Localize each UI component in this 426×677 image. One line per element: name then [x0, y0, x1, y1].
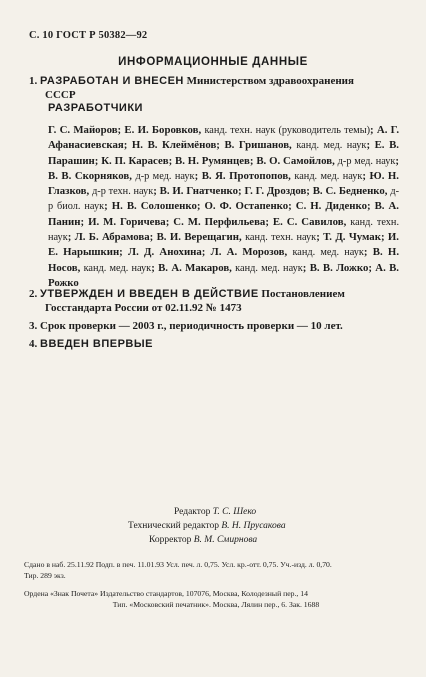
- developer-name: Т. Д. Чумак: [323, 231, 381, 244]
- item-3-number: 3.: [29, 320, 38, 332]
- developer-entry: В. Н. Румянцев;: [175, 154, 257, 167]
- developer-degree: д-р мед. наук: [135, 170, 195, 182]
- developer-entry: В. А. Панин;: [48, 200, 400, 228]
- item-1-number: 1.: [29, 75, 38, 87]
- tech-editor-line: [128, 519, 408, 533]
- developer-entry: И. М. Горичева;: [88, 215, 174, 228]
- tech-editor-name: В. Н. Прусакова: [221, 521, 286, 531]
- item-1-line2: СССР: [45, 89, 76, 101]
- developer-name: Н. В. Клеймёнов: [131, 139, 217, 152]
- developer-entry: Л. А. Морозов, канд. мед. наук;: [210, 246, 373, 259]
- developer-name: В. И. Гнатченко: [159, 185, 239, 198]
- developer-name: В. Я. Протопопов: [201, 169, 289, 182]
- developer-name: В. А. Макаров: [158, 261, 230, 274]
- item-3: [29, 319, 401, 333]
- developer-name: Е. С. Савилов: [272, 215, 344, 228]
- editor-role: Редактор: [174, 507, 211, 517]
- developers-list: [48, 123, 399, 291]
- item-4-caps: ВВЕДЕН ВПЕРВЫЕ: [40, 338, 153, 350]
- item-3-text: Срок проверки — 2003 г., периодичность проверки — 10 лет.: [40, 320, 343, 332]
- editor-name: Т. С. Шеко: [212, 507, 257, 517]
- developer-degree: канд. техн. наук (руководитель темы): [204, 125, 371, 136]
- developer-degree: канд. мед. наук: [83, 262, 152, 274]
- developer-entry: В. Я. Протопопов, канд. мед. наук;: [201, 169, 370, 182]
- item-2-number: 2.: [29, 288, 38, 300]
- tech-editor-role: Технический редактор: [128, 521, 219, 531]
- developer-degree: канд. техн. наук: [48, 216, 400, 244]
- developer-entry: В. В. Ложко;: [309, 261, 376, 274]
- editor-line: [128, 505, 408, 519]
- developer-name: Ю. Н. Глазков: [48, 169, 400, 198]
- item-2-text: Постановлением: [261, 288, 345, 300]
- developer-entry: Ю. Н. Глазков, д-р техн. наук;: [48, 169, 400, 198]
- item-2: [29, 287, 401, 315]
- developer-entry: Г. С. Майоров;: [48, 124, 125, 136]
- developer-entry: А. Г. Афанасиевская;: [48, 124, 400, 152]
- corrector-role: Корректор: [149, 535, 192, 545]
- imprint-line-4: Тип. «Московский печатник». Москва, Лялин пер., 6. Зак. 1688: [112, 599, 320, 609]
- developer-name: В. В. Скорняков: [48, 169, 130, 182]
- editors-block: [128, 505, 408, 547]
- developer-entry: Е. В. Парашин;: [48, 139, 399, 167]
- developer-entry: Л. Д. Анохина;: [128, 246, 211, 259]
- developer-name: В. И. Верещагин: [156, 231, 239, 244]
- developer-name: В. С. Бедненко: [312, 185, 385, 198]
- developer-name: В. О. Самойлов: [256, 154, 333, 167]
- imprint-block: [24, 560, 408, 610]
- developer-degree: канд. мед. наук: [235, 262, 303, 274]
- developer-entry: Е. И. Боровков, канд. техн. наук (руководитель темы);: [124, 124, 377, 136]
- developer-entry: И. Е. Нарышкин;: [48, 231, 400, 259]
- developer-name: Г. С. Майоров: [48, 124, 118, 136]
- developer-name: Е. В. Парашин: [48, 139, 399, 167]
- developer-entry: В. О. Самойлов, д-р мед. наук;: [256, 154, 400, 167]
- developer-name: С. М. Перфильева: [173, 215, 266, 228]
- developer-name: А. В. Рожко: [48, 261, 399, 289]
- imprint-line-3: Ордена «Знак Почета» Издательство стандартов, 107076, Москва, Колодезный пер., 14: [24, 589, 308, 598]
- developer-name: К. П. Карасев: [101, 154, 169, 167]
- developer-entry: В. Гришанов, канд. мед. наук;: [224, 139, 375, 152]
- item-1-caps: РАЗРАБОТАН И ВНЕСЕН: [40, 75, 184, 87]
- developer-entry: Г. Г. Дроздов;: [244, 185, 313, 198]
- developer-name: С. Н. Диденко: [295, 200, 367, 213]
- developer-entry: В. И. Гнатченко;: [159, 185, 245, 198]
- developer-entry: О. Ф. Остапенко;: [204, 200, 296, 213]
- developer-name: Л. Б. Абрамова: [74, 231, 150, 244]
- developer-degree: канд. мед. наук: [296, 140, 367, 152]
- developer-name: В. Н. Румянцев: [175, 154, 250, 167]
- developer-entry: К. П. Карасев;: [101, 154, 176, 167]
- developer-name: В. А. Панин: [48, 200, 400, 228]
- developer-degree: д-р техн. наук: [92, 186, 154, 198]
- developer-name: Н. В. Солошенко: [111, 200, 197, 213]
- developer-name: И. Е. Нарышкин: [48, 231, 400, 259]
- developer-entry: Н. В. Солошенко;: [111, 200, 205, 213]
- item-2-caps: УТВЕРЖДЕН И ВВЕДЕН В ДЕЙСТВИЕ: [40, 288, 259, 300]
- imprint-line-1: Сдано в наб. 25.11.92 Подп. в печ. 11.01.93 Усл. печ. л. 0,75. Усл. кр.-отт. 0,75. Уч.-изд. л. 0,70.: [24, 560, 332, 569]
- developer-degree: канд. мед. наук: [294, 170, 363, 182]
- developer-name: Г. Г. Дроздов: [244, 185, 307, 198]
- developer-entry: В. А. Макаров, канд. мед. наук;: [158, 261, 310, 274]
- corrector-name: В. М. Смирнова: [193, 535, 258, 545]
- item-4-number: 4.: [29, 338, 38, 350]
- developer-name: Л. Д. Анохина: [128, 246, 202, 259]
- developer-entry: Т. Д. Чумак;: [323, 231, 388, 244]
- item-1: [29, 74, 401, 102]
- page-header: С. 10 ГОСТ Р 50382—92: [29, 30, 148, 41]
- developer-name: В. В. Ложко: [309, 261, 369, 274]
- item-2-line2: Госстандарта России от 02.11.92 № 1473: [45, 302, 242, 314]
- developer-name: А. Г. Афанасиевская: [48, 124, 400, 152]
- developer-entry: Е. С. Савилов, канд. техн. наук;: [48, 215, 400, 244]
- item-4: [29, 337, 401, 351]
- developer-degree: д-р биол. наук: [48, 186, 400, 213]
- developer-name: Л. А. Морозов: [210, 246, 285, 259]
- developer-entry: В. И. Верещагин, канд. техн. наук;: [156, 231, 324, 244]
- developer-degree: канд. техн. наук: [245, 232, 317, 244]
- developer-name: В. Гришанов: [224, 139, 290, 152]
- developer-entry: С. М. Перфильева;: [173, 215, 273, 228]
- corrector-line: [128, 533, 408, 547]
- developer-name: Е. И. Боровков: [124, 124, 199, 136]
- imprint-line-2: Тир. 289 экз.: [24, 570, 66, 580]
- developer-degree: д-р мед. наук: [337, 155, 396, 167]
- developer-name: В. Н. Носов: [48, 246, 400, 274]
- developer-entry: В. С. Бедненко, д-р биол. наук;: [48, 185, 400, 213]
- item-1-text: Министерством здравоохранения: [186, 75, 354, 87]
- developer-name: О. Ф. Остапенко: [204, 200, 289, 213]
- developers-heading: РАЗРАБОТЧИКИ: [48, 102, 143, 114]
- developer-entry: Л. Б. Абрамова;: [74, 231, 157, 244]
- developer-degree: канд. мед. наук: [292, 247, 364, 259]
- developer-entry: Н. В. Клеймёнов;: [131, 139, 225, 152]
- developer-entry: В. В. Скорняков, д-р мед. наук;: [48, 169, 202, 182]
- developer-entry: В. Н. Носов, канд. мед. наук;: [48, 246, 400, 274]
- section-title: ИНФОРМАЦИОННЫЕ ДАННЫЕ: [118, 56, 308, 68]
- developer-entry: С. Н. Диденко;: [295, 200, 375, 213]
- developer-name: И. М. Горичева: [88, 215, 166, 228]
